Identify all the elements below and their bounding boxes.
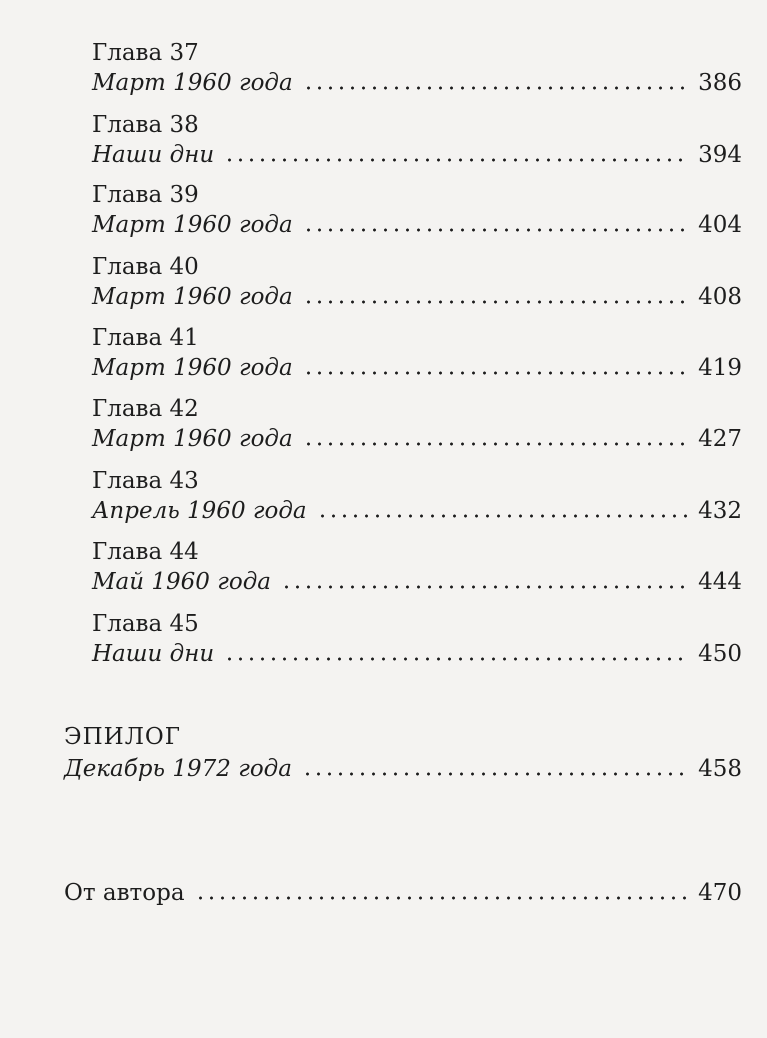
dot-leader	[317, 514, 688, 518]
toc-entry[interactable]	[92, 426, 742, 452]
chapter-heading: Глава 38	[92, 112, 199, 138]
dot-leader	[224, 158, 688, 162]
page-number: 394	[698, 142, 742, 168]
author-note-title: От автора	[64, 880, 185, 906]
epilogue-heading: ЭПИЛОГ	[64, 724, 181, 750]
toc-entry-author-note[interactable]	[64, 880, 742, 906]
chapter-heading: Глава 43	[92, 468, 199, 494]
chapter-subtitle: Март 1960 года	[92, 70, 293, 96]
toc-entry[interactable]	[92, 142, 742, 168]
toc-entry[interactable]	[92, 355, 742, 381]
chapter-heading: Глава 41	[92, 325, 199, 351]
chapter-subtitle: Март 1960 года	[92, 355, 293, 381]
toc-entry[interactable]	[92, 284, 742, 310]
dot-leader	[195, 896, 689, 900]
chapter-heading: Глава 44	[92, 539, 199, 565]
chapter-subtitle: Март 1960 года	[92, 426, 293, 452]
toc-entry-epilogue[interactable]	[64, 756, 742, 782]
epilogue-subtitle: Декабрь 1972 года	[64, 756, 292, 782]
page-number: 458	[698, 756, 742, 782]
chapter-heading: Глава 40	[92, 254, 199, 280]
page-number: 419	[698, 355, 742, 381]
page-number: 404	[698, 212, 742, 238]
chapter-heading: Глава 37	[92, 40, 199, 66]
page-number: 450	[698, 641, 742, 667]
page-number: 408	[698, 284, 742, 310]
dot-leader	[303, 300, 688, 304]
chapter-subtitle: Март 1960 года	[92, 284, 293, 310]
dot-leader	[303, 86, 688, 90]
chapter-heading: Глава 42	[92, 396, 199, 422]
page-number: 427	[698, 426, 742, 452]
dot-leader	[303, 442, 688, 446]
toc-entry[interactable]	[92, 569, 742, 595]
chapter-subtitle: Наши дни	[92, 142, 215, 168]
toc-entry[interactable]	[92, 212, 742, 238]
chapter-subtitle: Март 1960 года	[92, 212, 293, 238]
chapter-subtitle: Май 1960 года	[92, 569, 271, 595]
page-number: 470	[698, 880, 742, 906]
page-number: 444	[698, 569, 742, 595]
dot-leader	[303, 228, 688, 232]
chapter-subtitle: Апрель 1960 года	[92, 498, 307, 524]
toc-entry[interactable]	[92, 641, 742, 667]
toc-entry[interactable]	[92, 70, 742, 96]
dot-leader	[303, 371, 688, 375]
dot-leader	[224, 657, 688, 661]
chapter-subtitle: Наши дни	[92, 641, 215, 667]
dot-leader	[281, 585, 688, 589]
toc-entry[interactable]	[92, 498, 742, 524]
chapter-heading: Глава 39	[92, 182, 199, 208]
dot-leader	[302, 772, 688, 776]
page-number: 386	[698, 70, 742, 96]
chapter-heading: Глава 45	[92, 611, 199, 637]
page-number: 432	[698, 498, 742, 524]
